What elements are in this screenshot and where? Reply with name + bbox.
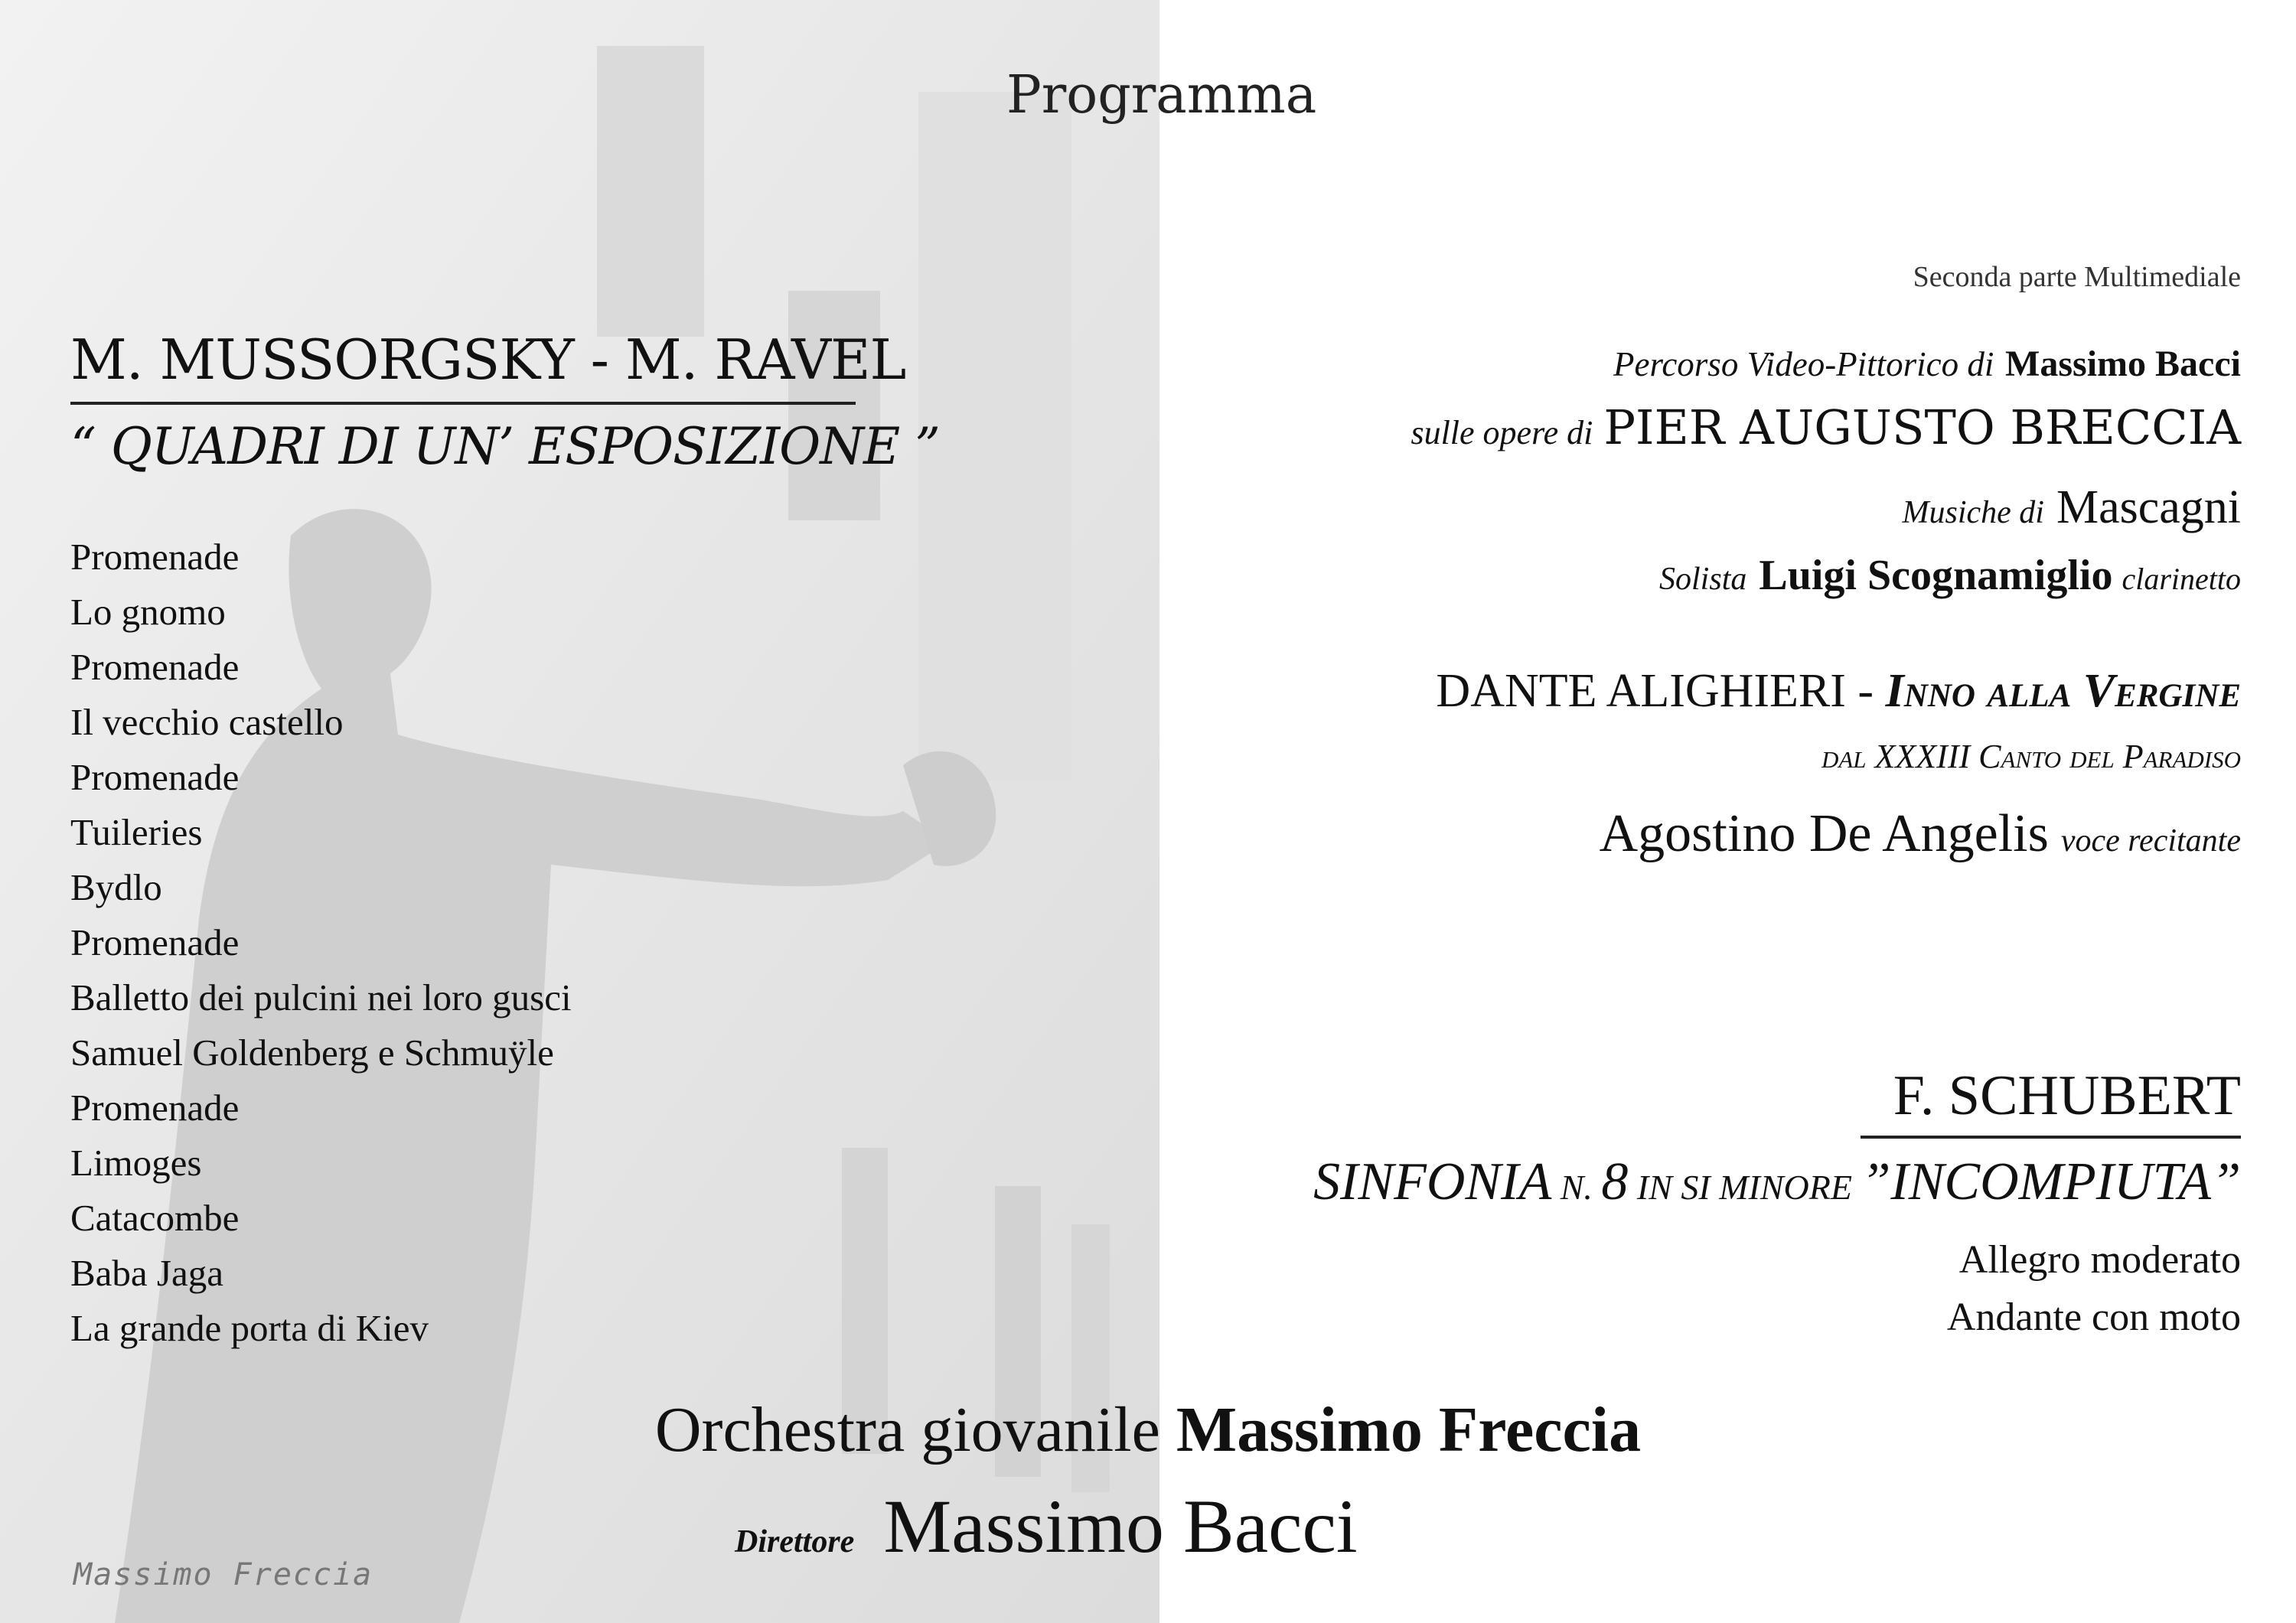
schubert-movement: Andante con moto <box>1946 1295 2241 1339</box>
left-work-title: “ QUADRI DI UN’ ESPOSIZIONE ” <box>70 417 940 476</box>
movement-item: Promenade <box>70 536 240 578</box>
artworks-artist: PIER AUGUSTO BRECCIA <box>1603 399 2241 455</box>
dante-heading <box>1436 664 2241 719</box>
orchestra-credit <box>0 1393 2296 1467</box>
soloist-label: Solista <box>1659 562 1747 597</box>
left-composers-heading: M. MUSSORGSKY - M. RAVEL <box>70 328 906 392</box>
reciter-credit <box>1600 803 2241 865</box>
movement-item: Il vecchio castello <box>70 701 344 743</box>
artworks-label: sulle opere di <box>1411 414 1593 451</box>
movement-item: Promenade <box>70 646 240 688</box>
movement-item: Promenade <box>70 921 240 963</box>
video-path-credit <box>1613 343 2241 385</box>
movement-item: La grande porta di Kiev <box>70 1307 429 1349</box>
symphony-key: IN SI MINORE <box>1628 1168 1861 1207</box>
schubert-work-title <box>1313 1152 2241 1213</box>
schubert-composer-heading: F. SCHUBERT <box>1893 1064 2241 1127</box>
movements-list <box>70 530 572 1356</box>
video-path-label: Percorso Video-Pittorico di <box>1613 345 1994 383</box>
reciter-role: voce recitante <box>2060 823 2241 859</box>
movement-item: Lo gnomo <box>70 591 226 633</box>
movement-item: Promenade <box>70 756 240 798</box>
dante-author: DANTE ALIGHIERI - <box>1436 665 1886 717</box>
movement-item: Catacombe <box>70 1197 240 1239</box>
second-part-label: Seconda parte Multimediale <box>1913 261 2241 293</box>
dante-work: Inno alla Vergine <box>1885 665 2241 717</box>
schubert-heading-rule <box>1861 1136 2241 1139</box>
movement-item: Samuel Goldenberg e Schmuÿle <box>70 1031 554 1074</box>
music-composer: Mascagni <box>2056 481 2241 533</box>
photo-signature: Massimo Freccia <box>73 1557 373 1592</box>
conductor-credit <box>735 1482 1358 1570</box>
dante-source: dal XXXIII Canto del Paradiso <box>1821 738 2241 775</box>
orchestra-name: Massimo Freccia <box>1176 1394 1642 1465</box>
soloist-instrument: clarinetto <box>2122 562 2241 596</box>
movement-item: Promenade <box>70 1087 240 1129</box>
soloist-credit <box>1659 551 2241 600</box>
page-title: Programma <box>1006 65 1317 125</box>
schubert-movement: Allegro moderato <box>1958 1238 2241 1282</box>
movement-item: Balletto dei pulcini nei loro gusci <box>70 976 572 1018</box>
conductor-label: Direttore <box>735 1524 855 1559</box>
conductor-name: Massimo Bacci <box>883 1484 1358 1569</box>
movement-item: Bydlo <box>70 866 162 908</box>
symphony-subtitle: ”INCOMPIUTA” <box>1861 1152 2241 1211</box>
soloist-name: Luigi Scognamiglio <box>1759 552 2113 599</box>
symphony-word: SINFONIA <box>1313 1152 1552 1211</box>
movement-item: Baba Jaga <box>70 1252 223 1294</box>
movement-item: Tuileries <box>70 811 203 853</box>
left-heading-rule <box>70 402 856 405</box>
video-path-author: Massimo Bacci <box>2005 344 2241 384</box>
artworks-credit <box>1411 399 2241 455</box>
music-label: Musiche di <box>1902 495 2044 530</box>
symphony-number-prefix: N. <box>1551 1168 1602 1207</box>
symphony-number: 8 <box>1601 1152 1629 1211</box>
orchestra-label: Orchestra giovanile <box>654 1394 1160 1465</box>
music-credit <box>1903 481 2242 535</box>
reciter-name: Agostino De Angelis <box>1599 804 2049 863</box>
movement-item: Limoges <box>70 1142 202 1184</box>
